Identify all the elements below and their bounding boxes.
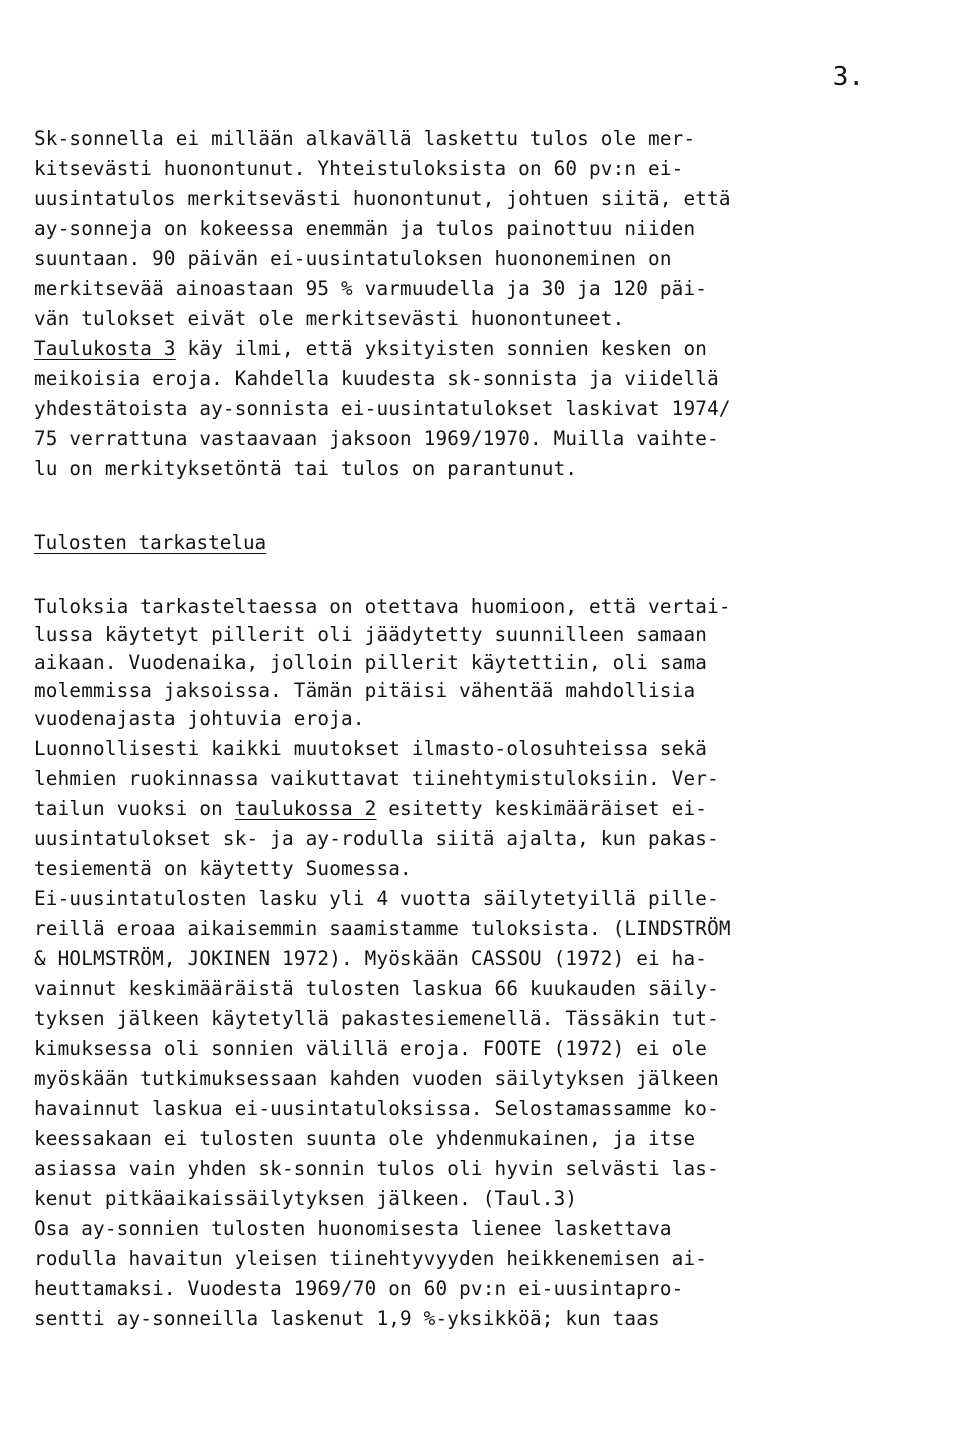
paragraph-line: Osa ay-sonnien tulosten huonomisesta lienee laskettava: [34, 1217, 672, 1240]
paragraph-line: uusintatulos merkitsevästi huonontunut, johtuen siitä, että: [34, 187, 731, 210]
paragraph-line: reillä eroaa aikaisemmin saamistamme tuloksista. (LINDSTRÖM: [34, 917, 731, 940]
paragraph-line: meikoisia eroja. Kahdella kuudesta sk-sonnista ja viidellä: [34, 367, 719, 390]
paragraph-line: Sk-sonnella ei millään alkavällä laskettu tulos ole mer-: [34, 127, 696, 150]
paragraph-line: vuodenajasta johtuvia eroja.: [34, 707, 365, 730]
paragraph-line: aikaan. Vuodenaika, jolloin pillerit käytettiin, oli sama: [34, 651, 708, 674]
table-reference: taulukossa 2: [234, 797, 377, 820]
paragraph-line: heuttamaksi. Vuodesta 1969/70 on 60 pv:n ei-uusintapro-: [34, 1277, 684, 1300]
paragraph-line: & HOLMSTRÖM, JOKINEN 1972). Myöskään CASSOU (1972) ei ha-: [34, 947, 708, 970]
paragraph-line: sentti ay-sonneilla laskenut 1,9 %-yksikköä; kun taas: [34, 1307, 660, 1330]
paragraph-line: kenut pitkäaikaissäilytyksen jälkeen. (Taul.3): [34, 1187, 578, 1210]
paragraph-line: uusintatulokset sk- ja ay-rodulla siitä ajalta, kun pakas-: [34, 827, 719, 850]
paragraph-line: keessakaan ei tulosten suunta ole yhdenmukainen, ja itse: [34, 1127, 696, 1150]
paragraph-line: Luonnollisesti kaikki muutokset ilmasto-olosuhteissa sekä: [34, 737, 708, 760]
paragraph-line: vainnut keskimääräistä tulosten laskua 66 kuukauden säily-: [34, 977, 719, 1000]
paragraph-line: tyksen jälkeen käytetyllä pakastesiemenellä. Tässäkin tut-: [34, 1007, 719, 1030]
line-text: tailun vuoksi on: [34, 797, 235, 820]
paragraph-line: havainnut laskua ei-uusintatuloksissa. Selostamassamme ko-: [34, 1097, 719, 1120]
paragraph-line: asiassa vain yhden sk-sonnin tulos oli hyvin selvästi las-: [34, 1157, 719, 1180]
paragraph-line: vän tulokset eivät ole merkitsevästi huonontuneet.: [34, 307, 625, 330]
paragraph-line: lehmien ruokinnassa vaikuttavat tiinehtymistuloksiin. Ver-: [34, 767, 719, 790]
section-heading: Tulosten tarkastelua: [34, 531, 267, 554]
page-number: 3.: [832, 62, 864, 92]
paragraph-line: lu on merkityksetöntä tai tulos on parantunut.: [34, 457, 578, 480]
paragraph-line: ay-sonneja on kokeessa enemmän ja tulos painottuu niiden: [34, 217, 696, 240]
paragraph-line: molemmissa jaksoissa. Tämän pitäisi vähentää mahdollisia: [34, 679, 696, 702]
paragraph-line: Tuloksia tarkasteltaessa on otettava huomioon, että vertai-: [34, 595, 731, 618]
paragraph-line: yhdestätoista ay-sonnista ei-uusintatulokset laskivat 1974/: [34, 397, 731, 420]
line-text: käy ilmi, että yksityisten sonnien kesken on: [175, 337, 708, 360]
table-reference: Taulukosta 3: [34, 337, 176, 360]
paragraph-line: Ei-uusintatulosten lasku yli 4 vuotta säilytetyillä pille-: [34, 887, 719, 910]
paragraph-line: [34, 794, 939, 824]
paragraph-line: lussa käytetyt pillerit oli jäädytetty suunnilleen samaan: [34, 623, 708, 646]
line-text: esitetty keskimääräiset ei-: [376, 797, 708, 820]
paragraph-line: kitsevästi huonontunut. Yhteistuloksista on 60 pv:n ei-: [34, 157, 684, 180]
paragraph-line: rodulla havaitun yleisen tiinehtyvyyden heikkenemisen ai-: [34, 1247, 708, 1270]
paragraph-line: suuntaan. 90 päivän ei-uusintatuloksen huononeminen on: [34, 247, 672, 270]
paragraph-line: myöskään tutkimuksessaan kahden vuoden säilytyksen jälkeen: [34, 1067, 719, 1090]
paragraph-line: kimuksessa oli sonnien välillä eroja. FOOTE (1972) ei ole: [34, 1037, 708, 1060]
paragraph-line: 75 verrattuna vastaavaan jaksoon 1969/1970. Muilla vaihte-: [34, 427, 719, 450]
paragraph-line: [34, 334, 939, 364]
paragraph-line: tesiementä on käytetty Suomessa.: [34, 857, 412, 880]
paragraph-line: merkitsevää ainoastaan 95 % varmuudella ja 30 ja 120 päi-: [34, 277, 708, 300]
